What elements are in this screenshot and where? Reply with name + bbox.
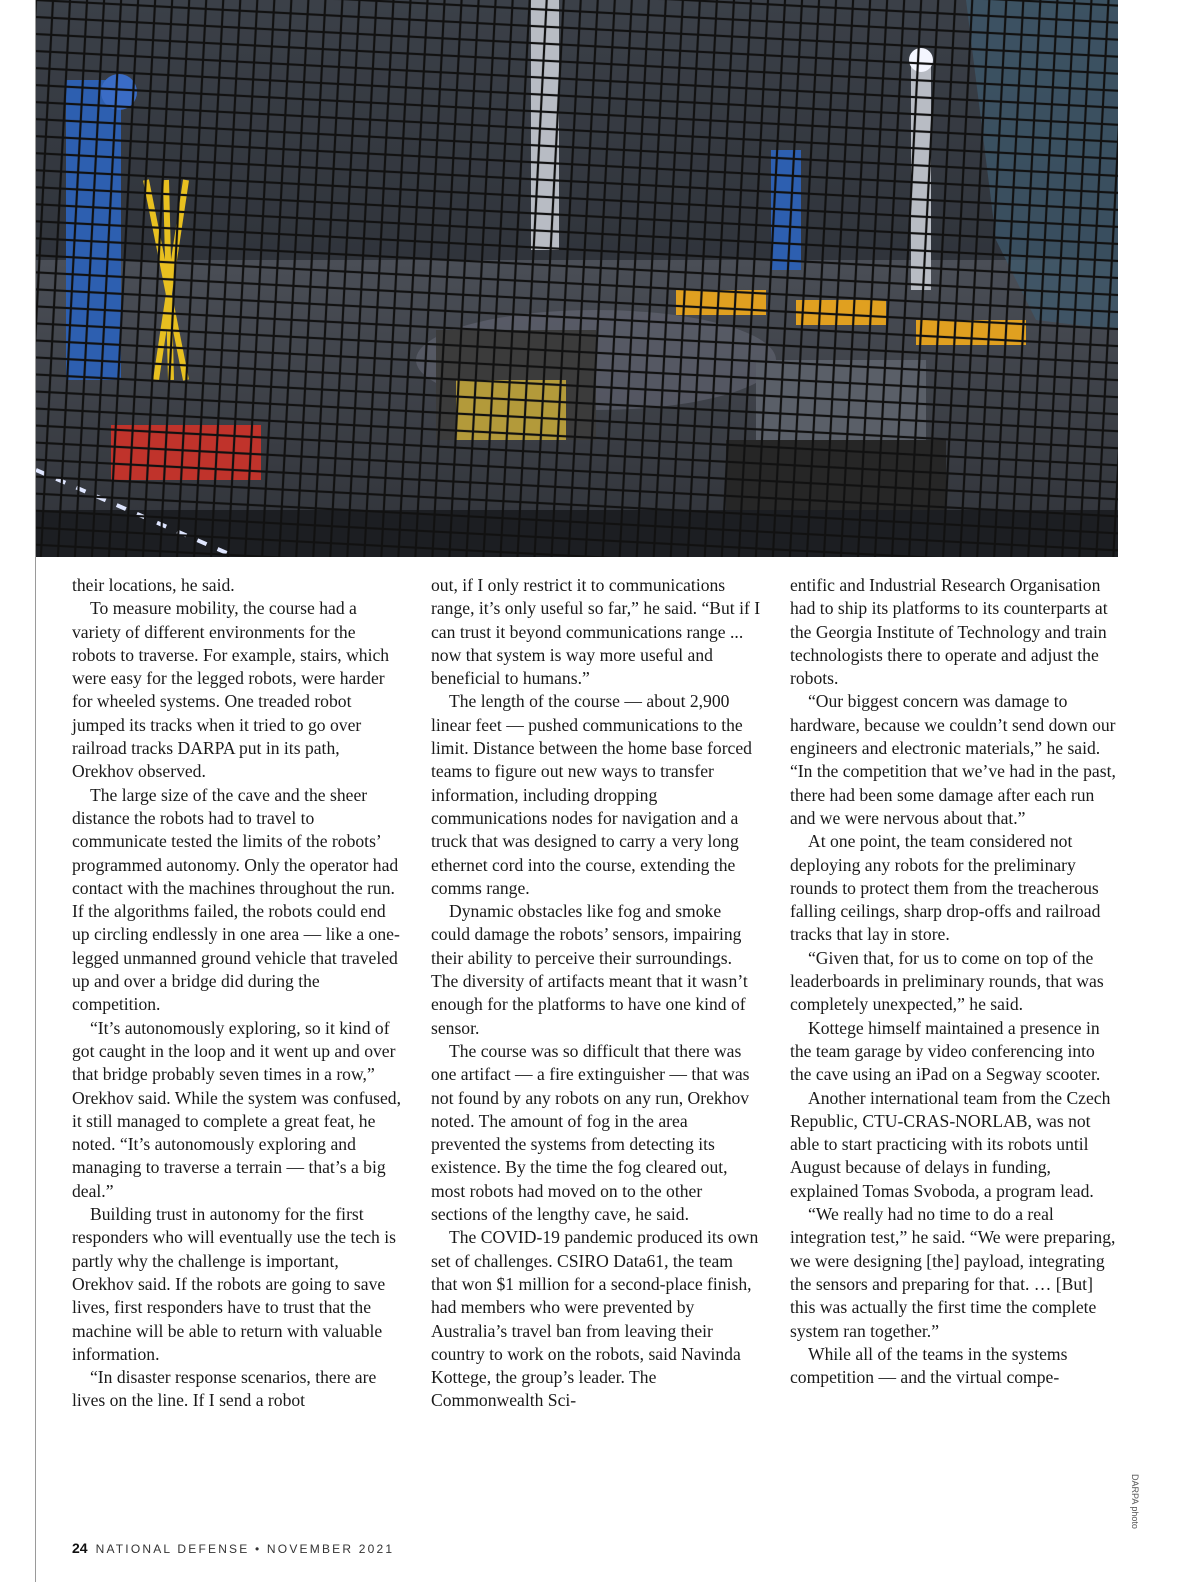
paragraph: The COVID-19 pandemic produced its own set of challenges. CSIRO Data61, the team that won $1 million for a second-place finish, had members who were prevented by Australia’s travel ban from leaving their country to work on the robots, said Navinda Kottege, the group’s leader. The Commonwealth Sci- xyxy=(431,1227,759,1411)
paragraph: out, if I only restrict it to communications range, it’s only useful so far,” he said. “But if I can trust it beyond communications range ... now that system is way more useful and beneficial to humans.” xyxy=(431,575,761,689)
paragraph: “We really had no time to do a real integration test,” he said. “We were preparing, we were designing [the] payload, integrating the sensors and preparing for that. … [But] this was actually the first time the complete system ran together.” xyxy=(790,1204,1116,1341)
paragraph: entific and Industrial Research Organisation had to ship its platforms to its counterparts at the Georgia Institute of Technology and train technologists there to operate and adjust the robots. xyxy=(790,575,1108,689)
paragraph: “In disaster response scenarios, there are lives on the line. If I send a robot xyxy=(72,1367,377,1411)
article-photo xyxy=(36,0,1118,557)
publication-line: NATIONAL DEFENSE • NOVEMBER 2021 xyxy=(95,1542,395,1556)
paragraph: While all of the teams in the systems competition — and the virtual compe- xyxy=(790,1343,1068,1388)
paragraph: Dynamic obstacles like fog and smoke could damage the robots’ sensors, impairing their ability to perceive their surroundings. The diversity of artifacts meant that it wasn’t enough for the platforms to have one kind of sensor. xyxy=(431,901,748,1038)
page-footer xyxy=(72,1540,394,1556)
paragraph: Another international team from the Czech Republic, CTU-CRAS-NORLAB, was not able to start practicing with its robots until August because of delays in funding, explained Tomas Svoboda, a program lead. xyxy=(790,1087,1111,1201)
paragraph: To measure mobility, the course had a variety of different environments for the robots to traverse. For example, stairs, which were easy for the legged robots, were harder for wheeled systems. One treaded robot jumped its tracks when it tried to go over railroad tracks DARPA put in its path, Orekhov observed. xyxy=(72,598,390,782)
paragraph: their locations, he said. xyxy=(72,575,235,595)
page-number: 24 xyxy=(72,1540,88,1556)
paragraph: The course was so difficult that there was one artifact — a fire extinguisher — that was not found by any robots on any run, Orekhov noted. The amount of fog in the area prevented the systems from detecting its existence. By the time the fog cleared out, most robots had moved on to the other sections of the lengthy cave, he said. xyxy=(431,1040,750,1225)
paragraph: At one point, the team considered not deploying any robots for the preliminary rounds to protect them from the treacherous falling ceilings, sharp drop-offs and railroad tracks that lay in store. xyxy=(790,831,1101,945)
paragraph: The length of the course — about 2,900 linear feet — pushed communications to the limit. Distance between the home base forced teams to figure out new ways to transfer information, including dropping communications nodes for navigation and a truck that was designed to carry a very long ethernet cord into the course, extending the comms range. xyxy=(431,691,752,898)
photo-credit: DARPA photo xyxy=(1130,1474,1140,1529)
article-column-1 xyxy=(72,574,402,1413)
paragraph: The large size of the cave and the sheer distance the robots had to travel to communicate tested the limits of the robots’ programmed autonomy. Only the operator had contact with the machines throughout the run. If the algorithms failed, the robots could end up circling endlessly in one area — like a one-legged unmanned ground vehicle that traveled up and over a bridge did during the competition. xyxy=(72,784,400,1015)
paragraph: “Our biggest concern was damage to hardware, because we couldn’t send down our engineers and electronic materials,” he said. “In the competition that we’ve had in the past, there had been some damage after each run and we were nervous about that.” xyxy=(790,691,1116,828)
paragraph: Kottege himself maintained a presence in the team garage by video conferencing into the cave using an iPad on a Segway scooter. xyxy=(790,1017,1101,1085)
article-column-3 xyxy=(790,574,1120,1389)
paragraph: “Given that, for us to come on top of the leaderboards in preliminary rounds, that was completely unexpected,” he said. xyxy=(790,947,1104,1015)
article-column-2 xyxy=(431,574,761,1413)
paragraph: “It’s autonomously exploring, so it kind of got caught in the loop and it went up and over that bridge probably seven times in a row,” Orekhov said. While the system was confused, it still managed to complete a great feat, he noted. “It’s autonomously exploring and managing to traverse a terrain — that’s a big deal.” xyxy=(72,1017,401,1201)
paragraph: Building trust in autonomy for the first responders who will eventually use the tech is partly why the challenge is important, Orekhov said. If the robots are going to save lives, first responders have to trust that the machine will be able to return with valuable information. xyxy=(72,1204,396,1364)
